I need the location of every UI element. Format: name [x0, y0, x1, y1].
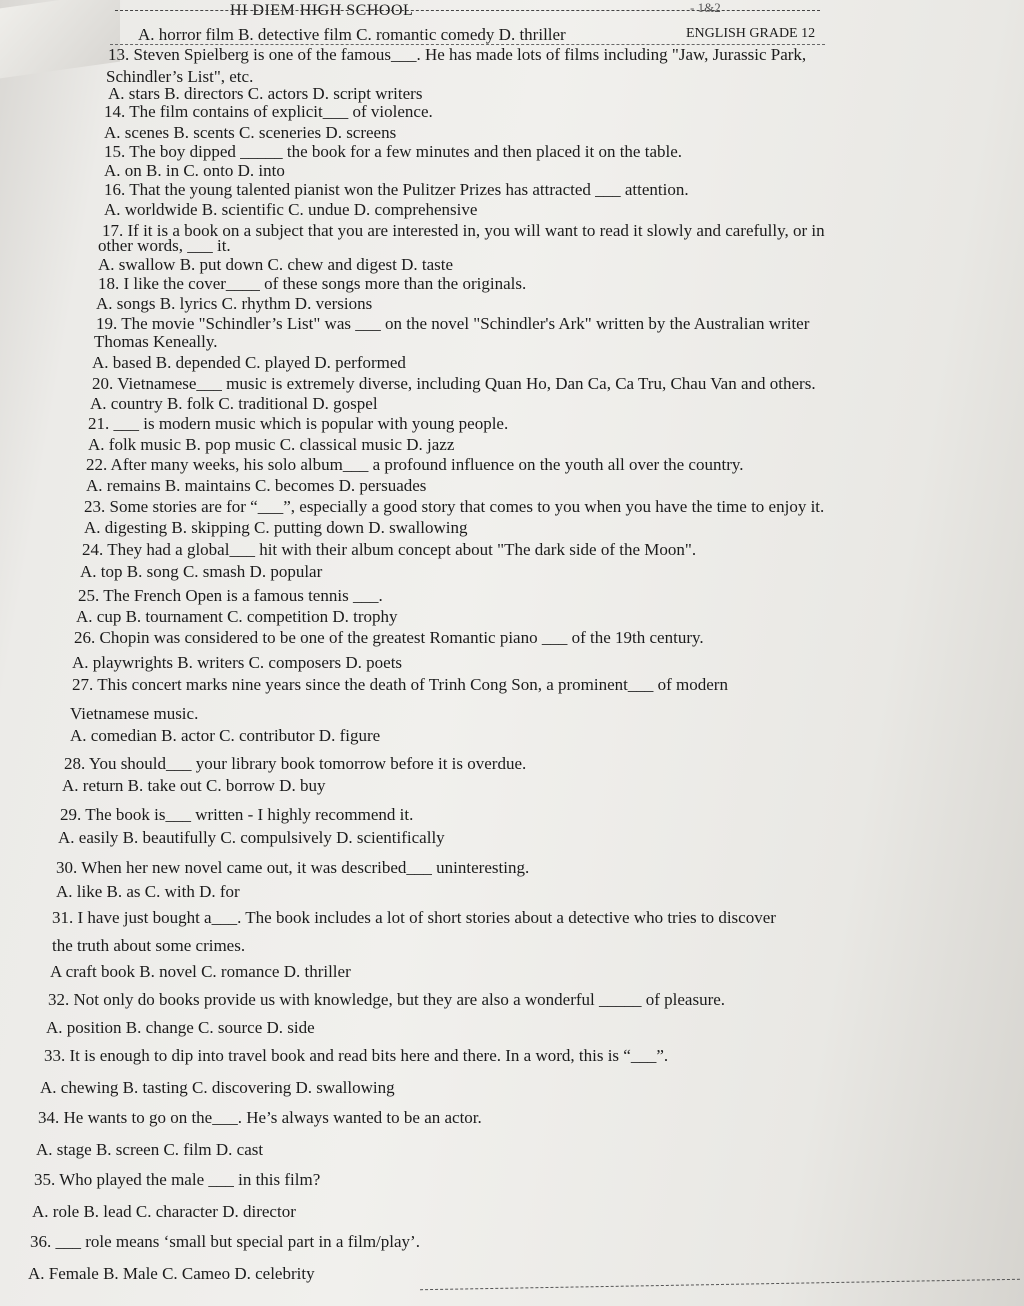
question-line: A. position B. change C. source D. side [46, 1018, 315, 1037]
question-line: A. role B. lead C. character D. director [32, 1202, 296, 1221]
question-line: 16. That the young talented pianist won the Pulitzer Prizes has attracted ___ attention. [104, 180, 689, 199]
question-line: 22. After many weeks, his solo album___ a profound influence on the youth all over the country. [86, 455, 744, 474]
question-line: 31. I have just bought a___. The book includes a lot of short stories about a detective who tries to discover [52, 908, 776, 927]
question-line: 14. The film contains of explicit___ of violence. [104, 102, 433, 121]
question-line: A. folk music B. pop music C. classical music D. jazz [88, 435, 455, 454]
question-line: A. on B. in C. onto D. into [104, 161, 285, 180]
score-mark: - 1&2 [690, 0, 721, 15]
question-line: 26. Chopin was considered to be one of the greatest Romantic piano ___ of the 19th century. [74, 628, 704, 647]
question-line: 30. When her new novel came out, it was described___ uninteresting. [56, 858, 530, 877]
question-line: A. chewing B. tasting C. discovering D. swallowing [40, 1078, 395, 1097]
question-line: 19. The movie "Schindler’s List" was ___ on the novel "Schindler's Ark" written by the Australian writer [96, 314, 810, 333]
question-line: 20. Vietnamese___ music is extremely diverse, including Quan Ho, Dan Ca, Ca Tru, Chau Van and others. [92, 374, 816, 393]
question-line: A. top B. song C. smash D. popular [80, 562, 323, 581]
question-line: A. digesting B. skipping C. putting down D. swallowing [84, 518, 468, 537]
question-line: 33. It is enough to dip into travel book and read bits here and there. In a word, this is “___”. [44, 1046, 669, 1065]
question-line: 13. Steven Spielberg is one of the famous___. He has made lots of films including "Jaw, Jurassic Park, [108, 45, 807, 64]
question-line: A. scenes B. scents C. sceneries D. screens [104, 123, 397, 142]
question-line: 27. This concert marks nine years since the death of Trinh Cong Son, a prominent___ of modern [72, 675, 728, 694]
question-line: A. return B. take out C. borrow D. buy [62, 776, 326, 795]
question-line: A. stars B. directors C. actors D. script writers [108, 84, 423, 103]
question-line: 32. Not only do books provide us with knowledge, but they are also a wonderful _____ of pleasure. [48, 990, 726, 1009]
question-line: A. remains B. maintains C. becomes D. persuades [86, 476, 427, 495]
question-line: A. songs B. lyrics C. rhythm D. versions [96, 294, 373, 313]
question-line: A. cup B. tournament C. competition D. trophy [76, 607, 398, 626]
question-line: Vietnamese music. [70, 704, 199, 723]
question-line: A. like B. as C. with D. for [56, 882, 240, 901]
question-line: A. easily B. beautifully C. compulsively D. scientifically [58, 828, 445, 847]
question-line: 24. They had a global___ hit with their album concept about "The dark side of the Moon". [82, 540, 697, 559]
question-line: A. Female B. Male C. Cameo D. celebrity [28, 1264, 315, 1283]
question-line: 29. The book is___ written - I highly recommend it. [60, 805, 414, 824]
question-line: the truth about some crimes. [52, 936, 246, 955]
question-line: A. swallow B. put down C. chew and digest D. taste [98, 255, 454, 274]
question-line: A. comedian B. actor C. contributor D. figure [70, 726, 381, 745]
question-line: 28. You should___ your library book tomorrow before it is overdue. [64, 754, 527, 773]
question-line: 15. The boy dipped _____ the book for a few minutes and then placed it on the table. [104, 142, 683, 161]
question-line: 23. Some stories are for “___”, especially a good story that comes to you when you have the time to enjoy it. [84, 497, 825, 516]
question-line: 18. I like the cover____ of these songs more than the originals. [98, 274, 527, 293]
question-line: 34. He wants to go on the___. He’s always wanted to be an actor. [38, 1108, 482, 1127]
question-line: A. based B. depended C. played D. performed [92, 353, 406, 372]
question-line: A. playwrights B. writers C. composers D. poets [72, 653, 403, 672]
question-line: 36. ___ role means ‘small but special part in a film/play’. [30, 1232, 420, 1251]
question-line: A. worldwide B. scientific C. undue D. comprehensive [104, 200, 478, 219]
question-line: 17. If it is a book on a subject that you are interested in, you will want to read it slowly and carefully, or in [102, 221, 825, 240]
school-name: HI DIEM HIGH SCHOOL [230, 2, 414, 19]
question-line: A. country B. folk C. traditional D. gospel [90, 394, 378, 413]
question-line: 21. ___ is modern music which is popular with young people. [88, 414, 509, 433]
grade-label: ENGLISH GRADE 12 [686, 26, 816, 41]
question-line: 35. Who played the male ___ in this film? [34, 1170, 321, 1189]
question-line: Thomas Keneally. [94, 332, 218, 351]
question-line: A. horror film B. detective film C. romantic comedy D. thriller [138, 25, 566, 44]
question-line: A craft book B. novel C. romance D. thriller [50, 962, 351, 981]
question-line: 25. The French Open is a famous tennis ___. [78, 586, 383, 605]
question-line: Schindler’s List", etc. [106, 67, 254, 86]
question-line: A. stage B. screen C. film D. cast [36, 1140, 264, 1159]
question-line: other words, ___ it. [98, 236, 231, 255]
